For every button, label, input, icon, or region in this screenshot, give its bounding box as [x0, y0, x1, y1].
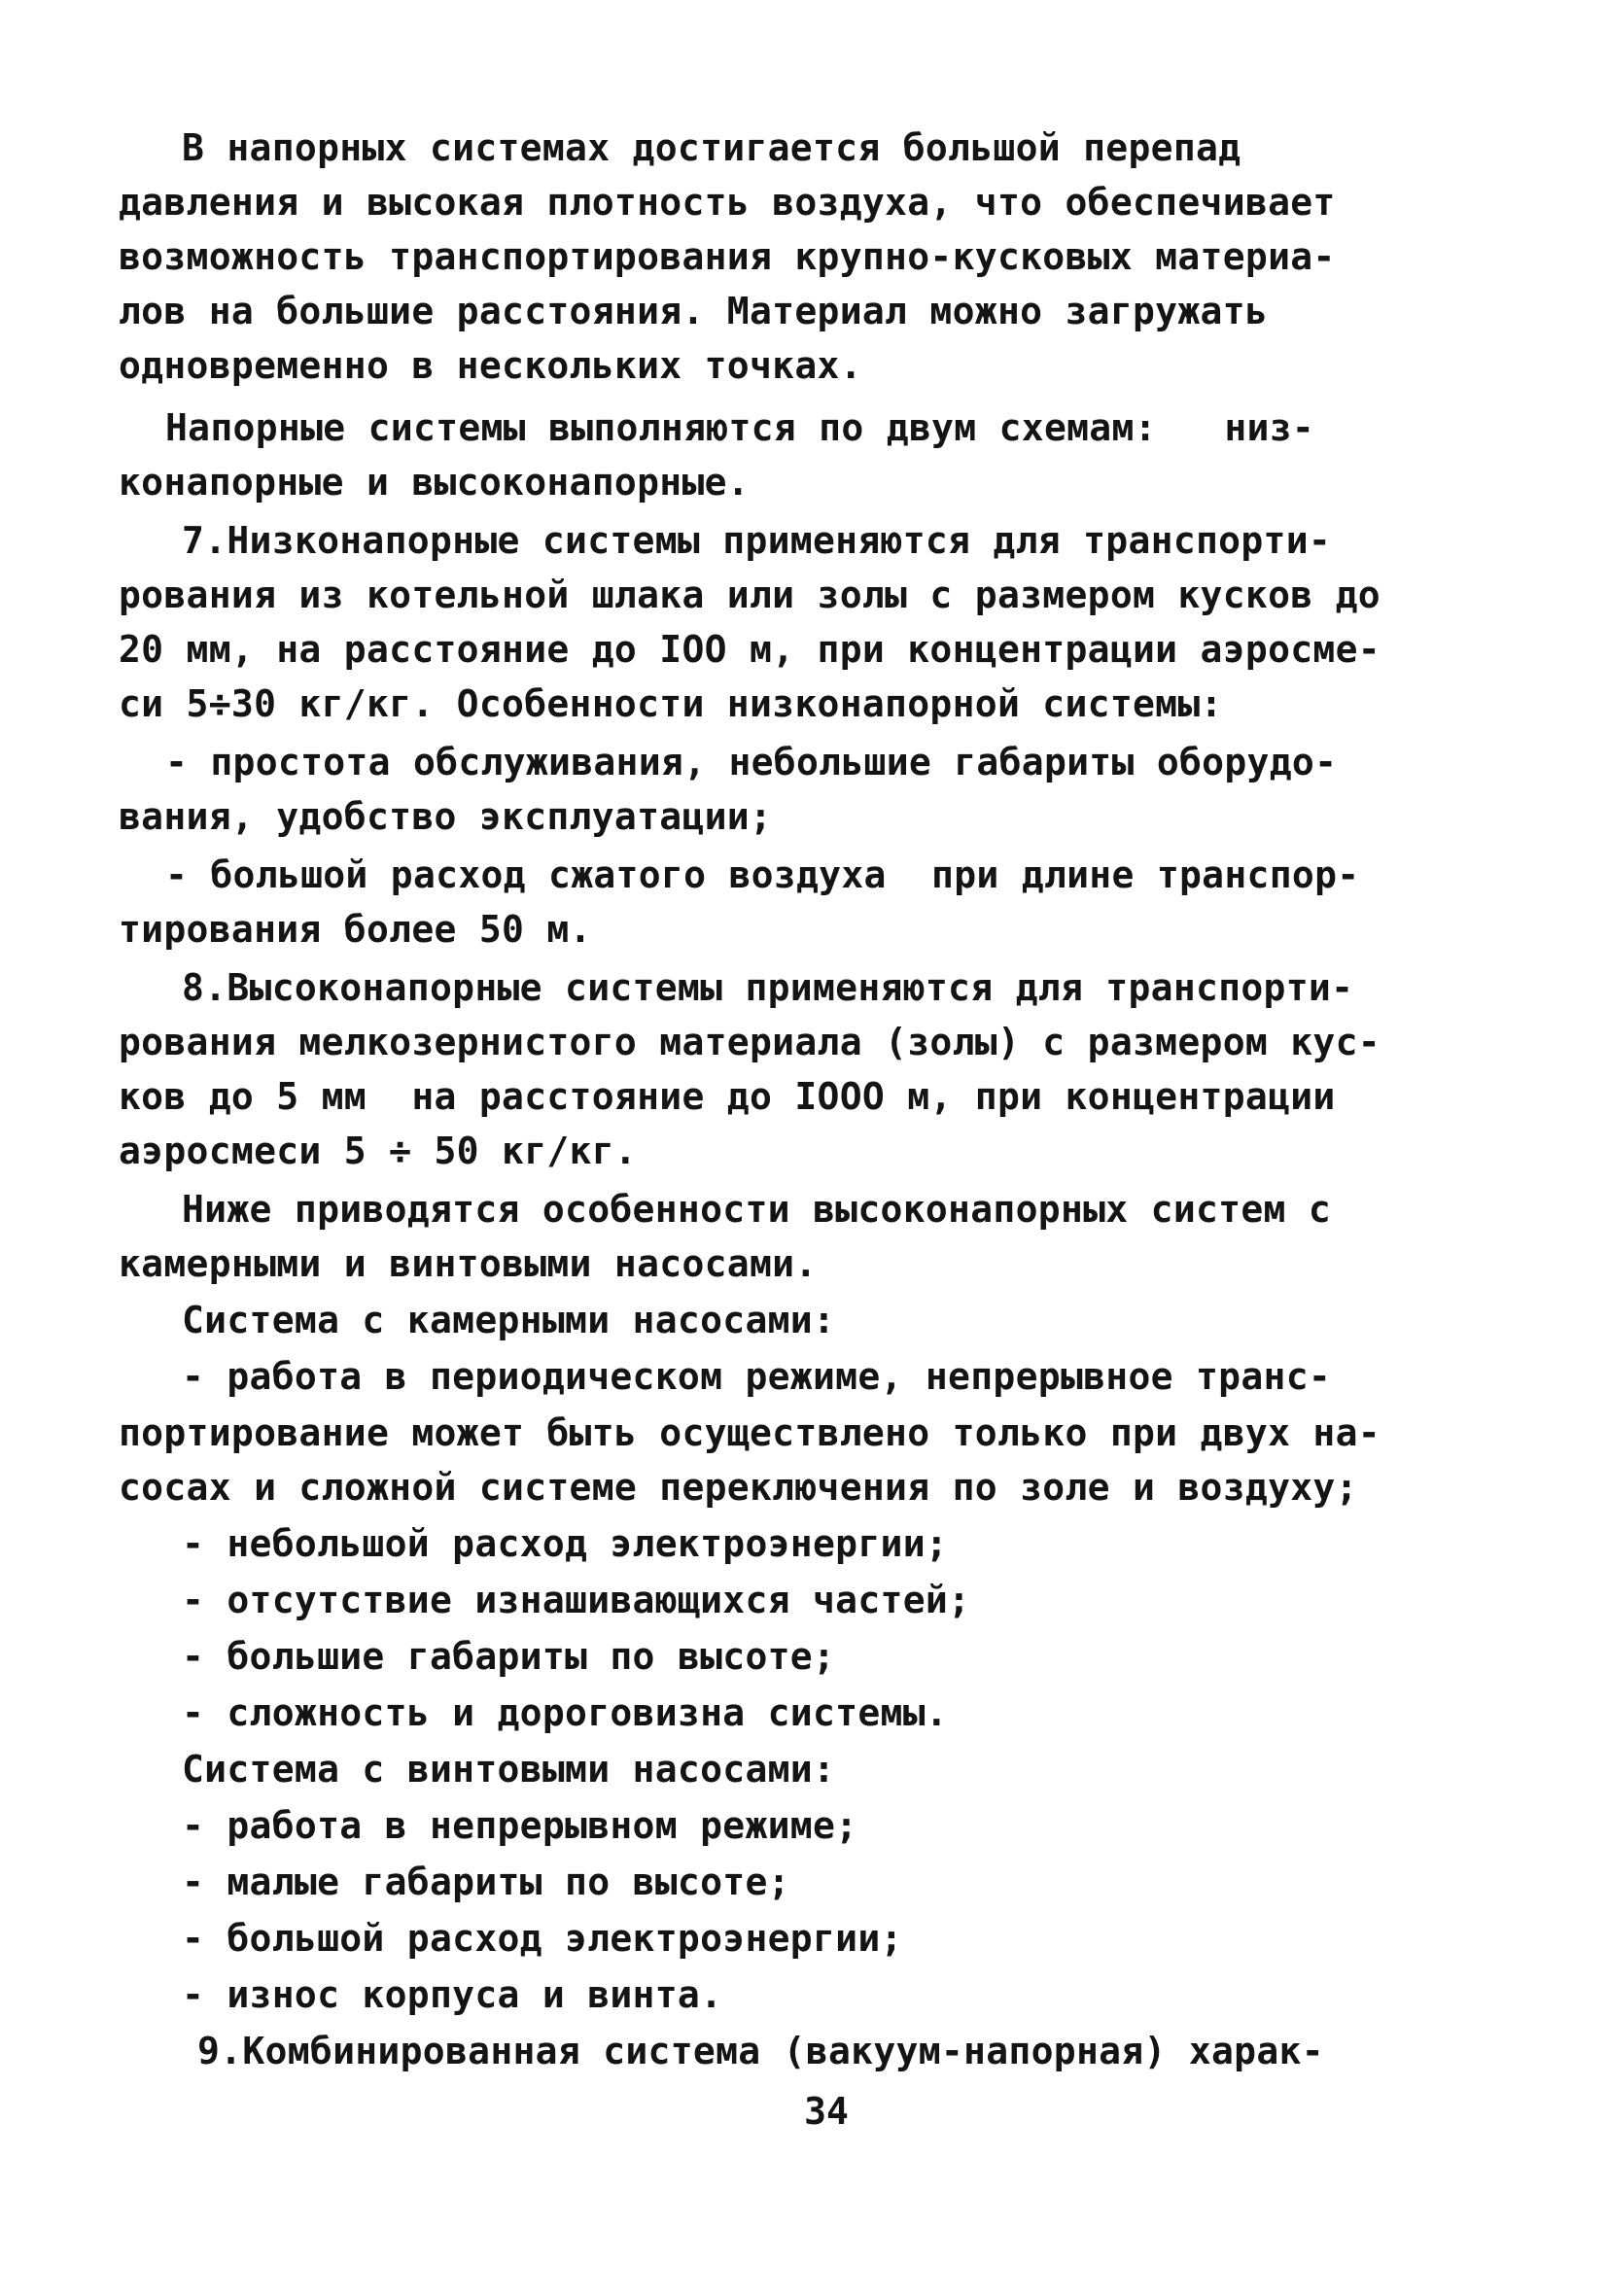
- page-number: 34: [804, 2090, 849, 2133]
- text-line: Напорные системы выполняются по двум схемам: низ-: [165, 406, 1315, 449]
- text-line: сосах и сложной системе переключения по золе и воздуху;: [119, 1466, 1358, 1509]
- text-line: тирования более 50 м.: [119, 908, 592, 951]
- text-line: - отсутствие изнашивающихся частей;: [182, 1579, 971, 1621]
- text-line: - работа в периодическом режиме, непрерывное транс-: [182, 1355, 1332, 1398]
- text-line: - работа в непрерывном режиме;: [182, 1804, 858, 1847]
- text-line: 7.Низконапорные системы применяются для транспорти-: [182, 519, 1332, 562]
- text-line: си 5÷30 кг/кг. Особенности низконапорной системы:: [119, 682, 1223, 725]
- text-line: - большой расход сжатого воздуха при длине транспор-: [165, 853, 1360, 896]
- text-line: портирование может быть осуществлено только при двух на-: [119, 1411, 1381, 1454]
- text-line: Система с камерными насосами:: [182, 1299, 836, 1341]
- text-line: В напорных системах достигается большой перепад: [182, 126, 1241, 169]
- text-line: - малые габариты по высоте;: [182, 1861, 790, 1903]
- text-line: камерными и винтовыми насосами.: [119, 1242, 818, 1285]
- text-line: лов на большие расстояния. Материал можно загружать: [119, 290, 1269, 332]
- text-line: аэросмеси 5 ÷ 50 кг/кг.: [119, 1130, 638, 1172]
- text-line: конапорные и высоконапорные.: [119, 461, 750, 504]
- text-line: Ниже приводятся особенности высоконапорных систем с: [182, 1188, 1332, 1231]
- text-line: 8.Высоконапорные системы применяются для транспорти-: [182, 966, 1354, 1009]
- text-line: рования из котельной шлака или золы с размером кусков до: [119, 574, 1381, 616]
- text-line: - большой расход электроэнергии;: [182, 1917, 903, 1960]
- text-line: - простота обслуживания, небольшие габариты оборудо-: [165, 741, 1338, 783]
- text-line: ков до 5 мм на расстояние до IOOO м, при концентрации: [119, 1075, 1336, 1118]
- text-line: возможность транспортирования крупно-кусковых материа-: [119, 235, 1336, 278]
- text-line: - сложность и дороговизна системы.: [182, 1691, 949, 1734]
- text-line: 20 мм, на расстояние до IOO м, при концентрации аэросме-: [119, 628, 1381, 671]
- text-line: Система с винтовыми насосами:: [182, 1748, 836, 1791]
- text-line: одновременно в нескольких точках.: [119, 344, 862, 387]
- text-line: - износ корпуса и винта.: [182, 1973, 723, 2016]
- text-line: - большие габариты по высоте;: [182, 1635, 836, 1678]
- text-line: рования мелкозернистого материала (золы) с размером кус-: [119, 1021, 1381, 1063]
- text-line: давления и высокая плотность воздуха, что обеспечивает: [119, 181, 1336, 224]
- text-line: вания, удобство эксплуатации;: [119, 795, 773, 838]
- text-line: 9.Комбинированная система (вакуум-напорная) харак-: [197, 2030, 1324, 2072]
- text-line: - небольшой расход электроэнергии;: [182, 1522, 949, 1565]
